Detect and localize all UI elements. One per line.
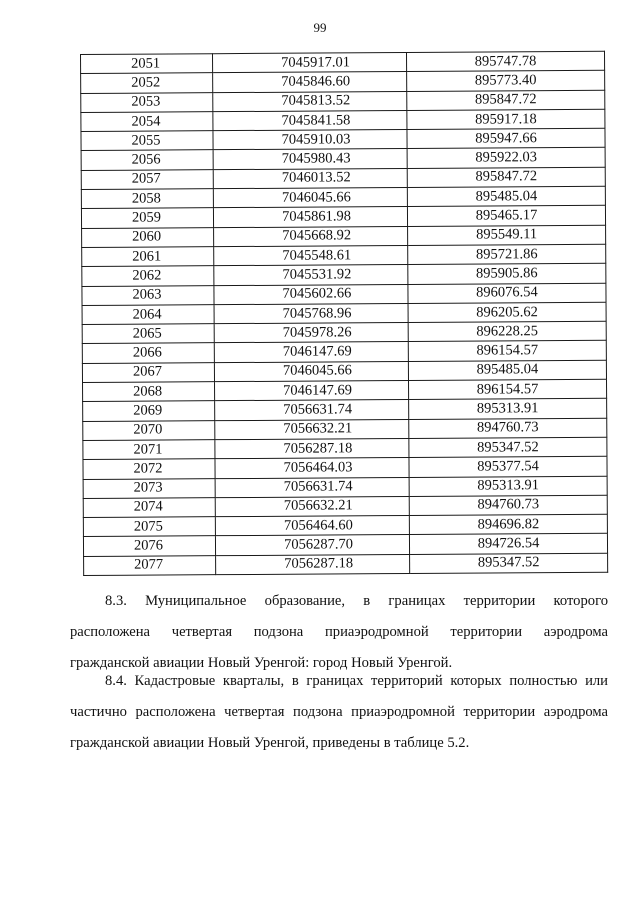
y-coordinate-cell: 896154.57 bbox=[408, 341, 606, 362]
x-coordinate-cell: 7045846.60 bbox=[213, 72, 407, 92]
table-row bbox=[84, 553, 608, 575]
y-coordinate-cell: 894760.73 bbox=[409, 418, 607, 439]
point-number-cell: 2057 bbox=[81, 169, 213, 189]
x-coordinate-cell: 7056287.18 bbox=[215, 438, 409, 458]
point-number-cell: 2052 bbox=[81, 73, 213, 93]
point-number-cell: 2065 bbox=[82, 324, 214, 344]
section-8-4-line-2: частично расположена четвертая подзона приаэродромной территории аэродрома bbox=[70, 704, 608, 720]
y-coordinate-cell: 895947.66 bbox=[407, 128, 605, 149]
y-coordinate-cell: 895905.86 bbox=[408, 264, 606, 285]
y-coordinate-cell: 895347.52 bbox=[409, 437, 607, 458]
y-coordinate-cell: 895773.40 bbox=[407, 71, 605, 92]
section-8-4-line-3: гражданской авиации Новый Уренгой, приведены в таблице 5.2. bbox=[70, 735, 470, 751]
x-coordinate-cell: 7056464.03 bbox=[215, 458, 409, 478]
point-number-cell: 2068 bbox=[83, 382, 215, 402]
x-coordinate-cell: 7046147.69 bbox=[215, 381, 409, 401]
x-coordinate-cell: 7045813.52 bbox=[213, 91, 407, 111]
y-coordinate-cell: 895313.91 bbox=[409, 476, 607, 497]
coordinates-table bbox=[80, 51, 608, 576]
point-number-cell: 2069 bbox=[83, 401, 215, 421]
y-coordinate-cell: 895847.72 bbox=[407, 167, 605, 188]
y-coordinate-cell: 896228.25 bbox=[408, 321, 606, 342]
point-number-cell: 2064 bbox=[82, 305, 214, 325]
point-number-cell: 2059 bbox=[81, 208, 213, 228]
coordinates-table-body bbox=[81, 51, 608, 575]
section-8-3-line-3: гражданской авиации Новый Уренгой: город Новый Уренгой. bbox=[70, 655, 453, 671]
point-number-cell: 2063 bbox=[82, 285, 214, 305]
point-number-cell: 2073 bbox=[83, 478, 215, 498]
y-coordinate-cell: 895847.72 bbox=[407, 90, 605, 111]
x-coordinate-cell: 7045531.92 bbox=[214, 265, 408, 285]
y-coordinate-cell: 896205.62 bbox=[408, 302, 606, 323]
point-number-cell: 2053 bbox=[81, 92, 213, 112]
x-coordinate-cell: 7046147.69 bbox=[214, 342, 408, 362]
x-coordinate-cell: 7056631.74 bbox=[215, 400, 409, 420]
point-number-cell: 2051 bbox=[81, 54, 213, 74]
x-coordinate-cell: 7045668.92 bbox=[214, 226, 408, 246]
point-number-cell: 2071 bbox=[83, 440, 215, 460]
y-coordinate-cell: 895465.17 bbox=[407, 206, 605, 227]
x-coordinate-cell: 7045548.61 bbox=[214, 245, 408, 265]
x-coordinate-cell: 7045980.43 bbox=[213, 149, 407, 169]
x-coordinate-cell: 7045978.26 bbox=[214, 323, 408, 343]
point-number-cell: 2062 bbox=[82, 266, 214, 286]
x-coordinate-cell: 7045602.66 bbox=[214, 284, 408, 304]
point-number-cell: 2066 bbox=[82, 343, 214, 363]
x-coordinate-cell: 7045768.96 bbox=[214, 303, 408, 323]
y-coordinate-cell: 895377.54 bbox=[409, 457, 607, 478]
point-number-cell: 2074 bbox=[83, 498, 215, 518]
y-coordinate-cell: 895721.86 bbox=[408, 244, 606, 265]
point-number-cell: 2075 bbox=[83, 517, 215, 537]
x-coordinate-cell: 7045841.58 bbox=[213, 110, 407, 130]
y-coordinate-cell: 895917.18 bbox=[407, 109, 605, 130]
point-number-cell: 2070 bbox=[83, 420, 215, 440]
point-number-cell: 2067 bbox=[82, 362, 214, 382]
x-coordinate-cell: 7045861.98 bbox=[213, 207, 407, 227]
x-coordinate-cell: 7056287.18 bbox=[216, 554, 410, 574]
section-8-3-line-1: 8.3. Муниципальное образование, в границах территории которого bbox=[105, 593, 608, 609]
y-coordinate-cell: 895549.11 bbox=[408, 225, 606, 246]
y-coordinate-cell: 895485.04 bbox=[407, 186, 605, 207]
y-coordinate-cell: 895313.91 bbox=[409, 399, 607, 420]
x-coordinate-cell: 7046045.66 bbox=[214, 361, 408, 381]
point-number-cell: 2060 bbox=[82, 227, 214, 247]
x-coordinate-cell: 7056632.21 bbox=[215, 496, 409, 516]
y-coordinate-cell: 894726.54 bbox=[409, 534, 607, 555]
point-number-cell: 2054 bbox=[81, 112, 213, 132]
y-coordinate-cell: 895747.78 bbox=[406, 51, 604, 72]
y-coordinate-cell: 894696.82 bbox=[409, 514, 607, 535]
section-8-4-line-1: 8.4. Кадастровые кварталы, в границах территорий которых полностью или bbox=[105, 673, 608, 689]
y-coordinate-cell: 895485.04 bbox=[408, 360, 606, 381]
y-coordinate-cell: 894760.73 bbox=[409, 495, 607, 516]
point-number-cell: 2076 bbox=[83, 536, 215, 556]
point-number-cell: 2077 bbox=[84, 555, 216, 575]
x-coordinate-cell: 7045917.01 bbox=[213, 53, 407, 73]
y-coordinate-cell: 895347.52 bbox=[410, 553, 608, 574]
point-number-cell: 2058 bbox=[81, 189, 213, 209]
y-coordinate-cell: 896154.57 bbox=[409, 379, 607, 400]
section-8-4 bbox=[70, 666, 608, 759]
page-number: 99 bbox=[313, 20, 327, 35]
point-number-cell: 2055 bbox=[81, 131, 213, 151]
x-coordinate-cell: 7056632.21 bbox=[215, 419, 409, 439]
x-coordinate-cell: 7056631.74 bbox=[215, 477, 409, 497]
x-coordinate-cell: 7046013.52 bbox=[213, 168, 407, 188]
y-coordinate-cell: 896076.54 bbox=[408, 283, 606, 304]
x-coordinate-cell: 7056464.60 bbox=[215, 516, 409, 536]
point-number-cell: 2072 bbox=[83, 459, 215, 479]
point-number-cell: 2056 bbox=[81, 150, 213, 170]
y-coordinate-cell: 895922.03 bbox=[407, 148, 605, 169]
x-coordinate-cell: 7046045.66 bbox=[213, 188, 407, 208]
x-coordinate-cell: 7056287.70 bbox=[215, 535, 409, 555]
point-number-cell: 2061 bbox=[82, 247, 214, 267]
x-coordinate-cell: 7045910.03 bbox=[213, 130, 407, 150]
section-8-3-line-2: расположена четвертая подзона приаэродромной территории аэродрома bbox=[70, 624, 608, 640]
